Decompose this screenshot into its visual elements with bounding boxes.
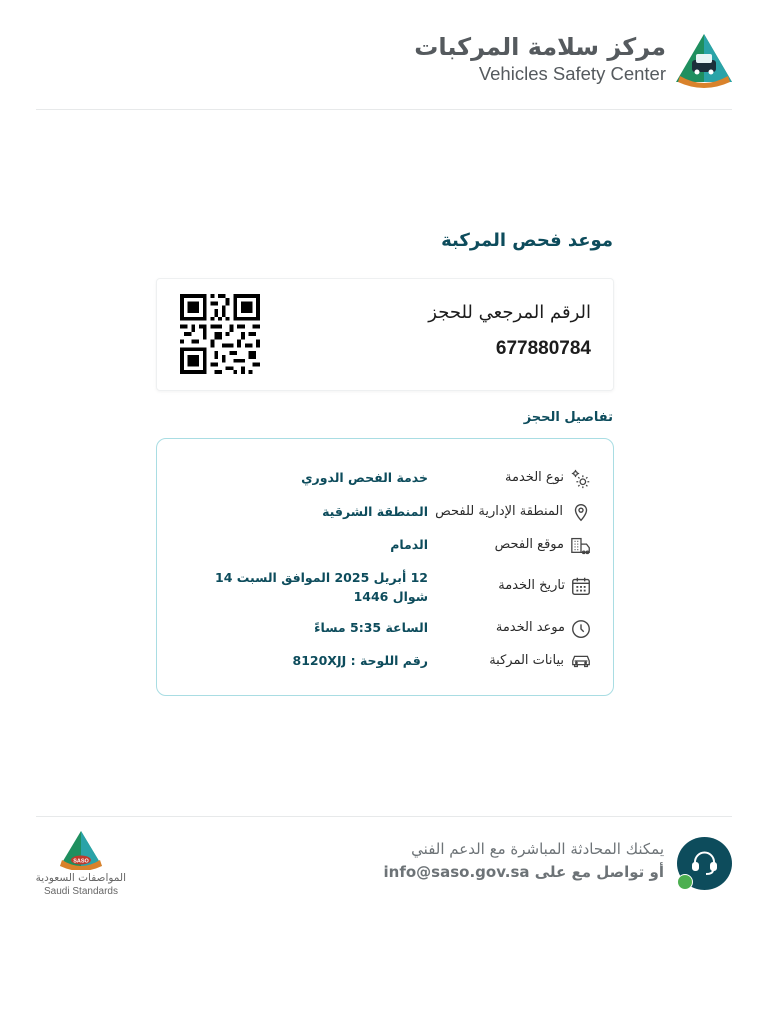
service-time-label: موعد الخدمة (495, 620, 565, 635)
saso-logo-icon (58, 830, 104, 870)
saso-name-arabic: المواصفات السعودية (35, 872, 126, 884)
region-label: المنطقة الإدارية للفحص (435, 504, 563, 519)
service-type-label: نوع الخدمة (505, 470, 564, 485)
header-divider (36, 109, 732, 110)
region-value: المنطقة الشرقية (322, 504, 428, 519)
support-email-text[interactable]: أو تواصل مع على info@saso.gov.sa (383, 863, 664, 881)
location-label: موقع الفحص (494, 537, 564, 552)
building-icon (570, 534, 592, 556)
service-date-value: 12 أبريل 2025 الموافق السبت 14 شوال 1446 (215, 570, 428, 604)
saso-badge-text: SASO (73, 858, 89, 865)
vehicle-value: رقم اللوحة : 8120XJJ (292, 653, 428, 668)
clock-icon (570, 618, 592, 640)
reference-label: الرقم المرجعي للحجز (428, 302, 591, 323)
qr-code (178, 294, 262, 374)
vsc-logo-icon (674, 32, 734, 88)
car-icon (570, 650, 592, 672)
footer-divider (36, 816, 732, 817)
reference-number: 677880784 (495, 338, 591, 359)
gears-icon (570, 468, 592, 490)
service-date-label: تاريخ الخدمة (498, 578, 565, 593)
details-heading: تفاصيل الحجز (523, 410, 613, 425)
calendar-icon (570, 575, 592, 597)
header-title-arabic: مركز سلامة المركبات (414, 33, 666, 61)
service-time-value: الساعة 5:35 مساءً (314, 620, 428, 635)
service-type-value: خدمة الفحص الدوري (301, 470, 428, 485)
saso-name-english: Saudi Standards (44, 886, 118, 897)
vehicle-label: بيانات المركبة (489, 653, 564, 668)
location-pin-icon (570, 501, 592, 523)
support-chat-text: يمكنك المحادثة المباشرة مع الدعم الفني (411, 840, 664, 858)
page-title: موعد فحص المركبة (441, 230, 613, 251)
header-title-english: Vehicles Safety Center (478, 63, 666, 84)
location-value: الدمام (390, 537, 428, 552)
online-status-dot (677, 874, 693, 890)
